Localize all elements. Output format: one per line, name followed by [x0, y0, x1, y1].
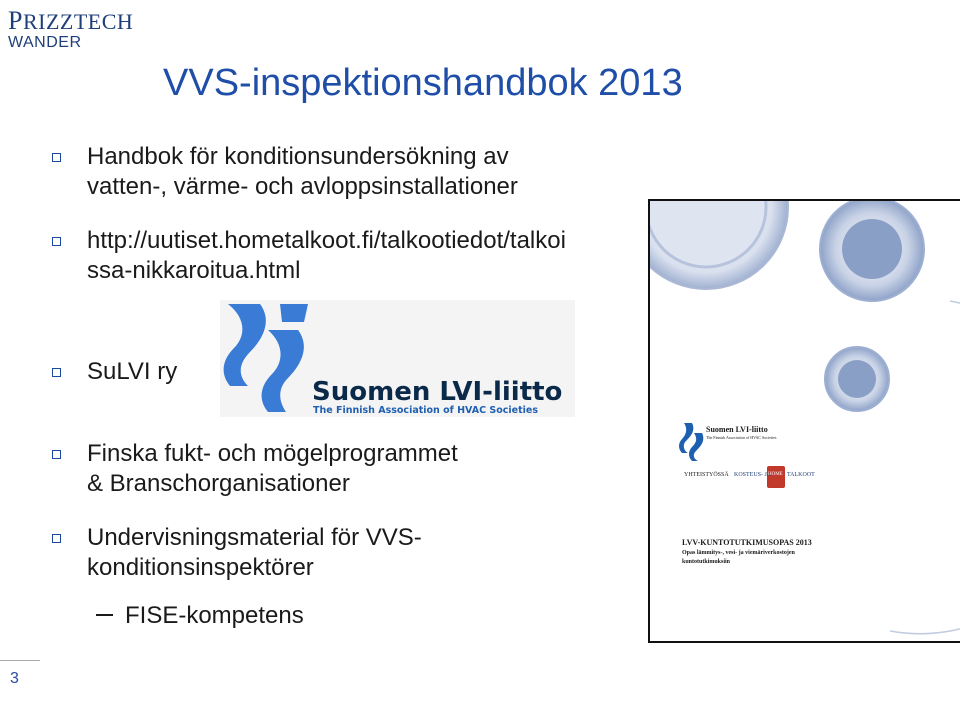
bullet-text: Undervisningsmaterial för VVS- konditionsinspektörer [87, 524, 422, 581]
logo-tab-icon [280, 304, 308, 322]
cover-logo-name: Suomen LVI-liitto [706, 425, 768, 434]
brand-name: PRIZZTECH [8, 6, 134, 35]
brand-subtitle: WANDER [8, 34, 82, 51]
sulvi-logo [220, 300, 575, 417]
bullet-material [52, 523, 422, 583]
footer-divider [0, 660, 40, 661]
cover-circles [650, 201, 960, 641]
bullet-text: Handbok för konditionsundersökning av vatten-, värme- och avloppsinstallationer [87, 143, 518, 200]
bullet-marker [52, 153, 61, 162]
bullet-marker [52, 450, 61, 459]
cover-subheading-1: Opas lämmitys-, vesi- ja viemäriverkostojen [682, 550, 795, 556]
page-number: 3 [10, 670, 19, 687]
guide-cover-image [648, 199, 960, 643]
bullet-marker [52, 534, 61, 543]
cover-circle-medium-inner [842, 219, 902, 279]
bullet-marker [52, 237, 61, 246]
bullet-sulvi [52, 357, 177, 387]
dash-marker [96, 614, 113, 616]
cover-heading: LVV-KUNTOTUTKIMUSOPAS 2013 [682, 538, 812, 547]
cover-cooperation: YHTEISTYÖSSÄ [684, 472, 729, 478]
sub-bullet-text: FISE-kompetens [125, 602, 304, 629]
bullet-program [52, 439, 458, 499]
logo-name: Suomen LVI-liitto [312, 377, 563, 407]
sub-bullet-fise [96, 601, 304, 631]
bullet-marker [52, 368, 61, 377]
bullet-text: Finska fukt- och mögelprogrammet & Branschorganisationer [87, 440, 458, 497]
brand-logo [8, 8, 133, 51]
bullet-link[interactable]: http://uutiset.hometalkoot.fi/talkootiedot/talkoi ssa-nikkaroitua.html [87, 227, 566, 284]
bullet-handbook [52, 142, 518, 202]
cover-logo-sub: The Finnish Association of HVAC Societies [706, 435, 777, 440]
slide-title: VVS-inspektionshandbok 2013 [163, 62, 683, 104]
cover-partner-right: TALKOOT [787, 472, 815, 478]
cover-partner-home: HOME [768, 472, 783, 477]
cover-logo-icon-2 [689, 433, 703, 461]
cover-partner-left: KOSTEUS- JA [734, 472, 772, 478]
bullet-text: SuLVI ry [87, 358, 178, 385]
cover-circle-small-inner [838, 360, 876, 398]
bullet-url[interactable] [52, 226, 566, 286]
cover-subheading-2: kuntotutkimuksiin [682, 559, 731, 565]
logo-tagline: The Finnish Association of HVAC Societies [313, 405, 538, 416]
cover-arc [890, 301, 960, 634]
